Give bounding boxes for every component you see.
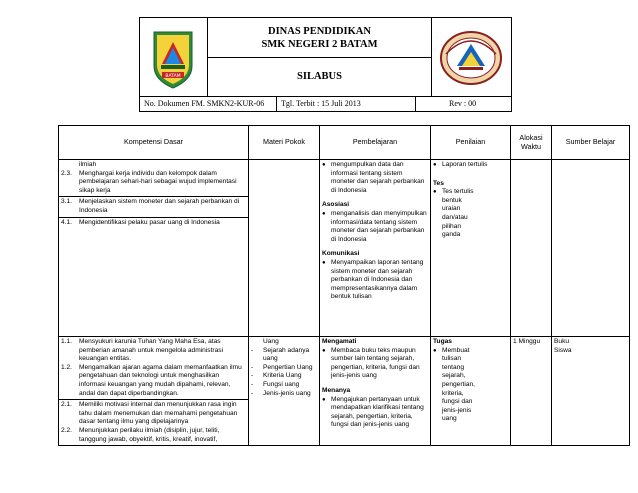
assessment-list xyxy=(433,347,479,424)
section-title: Tugas xyxy=(433,338,452,345)
kd-text: Mengamalkan ajaran agama dalam memanfaatkan ilmu pengetahuan dan teknologi untuk menghasilkan informasi keuangan yang mudah dipahami, relevan, andal dan dapat diperbandingkan. xyxy=(79,363,242,397)
section-title: Menanya xyxy=(322,386,351,394)
issue-date: Tgl. Terbit : 15 Juli 2013 xyxy=(277,97,416,111)
list-item: - Sejarah adanya uang xyxy=(251,346,310,363)
kd-block xyxy=(59,400,248,445)
header-line2: SMK NEGERI 2 BATAM xyxy=(261,39,378,50)
section-title: Mengamati xyxy=(322,338,357,345)
list-item: ● Tes tertulis bentuk uraian dan/atau pilihan ganda xyxy=(433,188,475,240)
kd-line xyxy=(61,427,246,444)
activity-list xyxy=(322,161,428,195)
list-item: ● Membaca buku teks maupun sumber lain tentang sejarah, pengertian, kriteria, fungsi dan jenis-jenis uang xyxy=(322,347,428,381)
col-alokasi-waktu: Alokasi Waktu xyxy=(511,126,552,160)
table-row xyxy=(59,160,630,337)
col-penilaian: Penilaian xyxy=(431,126,511,160)
materi-title: Uang xyxy=(263,338,279,345)
batam-crest-icon xyxy=(140,18,206,96)
kd-text: Mengidentifikasi pelaku pasar uang di Indonesia xyxy=(79,218,220,226)
materi-list xyxy=(251,347,317,399)
kd-number: 1.2. xyxy=(61,363,72,371)
activity-list xyxy=(322,210,428,244)
kd-cell xyxy=(59,337,249,446)
pembelajaran-cell xyxy=(320,337,431,446)
kd-line xyxy=(61,338,246,364)
document-meta-row xyxy=(139,96,512,112)
kd-text: Memiliki motivasi internal dan menunjukkan rasa ingin tahu dalam menemukan dan memahami pengetahuan dasar tentang ilmu yang dipelajarinya xyxy=(79,401,238,426)
kd-block xyxy=(59,218,248,229)
header-line1: DINAS PENDIDIKAN xyxy=(268,26,371,37)
kd-number: 2.3. xyxy=(61,169,72,177)
penilaian-cell xyxy=(431,160,511,337)
list-item: - Kriteria Uang xyxy=(251,372,302,380)
kd-number: 3.1. xyxy=(61,198,72,206)
kd-text: Mensyukuri karunia Tuhan Yang Maha Esa, atas pemberian amanah untuk mengelola administrasi keuangan entitas. xyxy=(79,338,224,363)
table-row xyxy=(59,337,630,446)
kd-line xyxy=(61,198,246,215)
school-emblem-icon xyxy=(432,18,510,96)
doc-number: No. Dokumen FM. SMKN2-KUR-06 xyxy=(140,97,277,111)
col-sumber-belajar: Sumber Belajar xyxy=(552,126,630,160)
sumber-cell xyxy=(552,160,630,337)
kd-cell xyxy=(59,160,249,337)
list-item: - Fungsi uang xyxy=(251,380,300,388)
kd-text: Menunjukkan perilaku ilmiah (disiplin, jujur, teliti, tanggung jawab, obyektif, kritis, kreatif, inovatif, xyxy=(79,426,220,443)
assessment-list xyxy=(433,161,508,170)
section-title: Tes xyxy=(433,179,444,187)
kd-line xyxy=(61,170,246,196)
list-item: ● menganalisis dan menyimpulkan informasi/data tentang sistem moneter dan sejarah perbankan di Indonesia xyxy=(322,210,428,244)
section-title: Asosiasi xyxy=(322,201,350,209)
list-item: - Jenis-jenis uang xyxy=(251,389,311,397)
alokasi-cell: 1 Minggu xyxy=(511,337,552,446)
document-title: SILABUS xyxy=(297,71,342,82)
kd-text: ilmiah xyxy=(79,161,97,168)
assessment-list xyxy=(433,188,475,240)
sumber-cell xyxy=(552,337,630,446)
alokasi-cell xyxy=(511,160,552,337)
kd-text: Menjelaskan sistem moneter dan sejarah perbankan di Indonesia xyxy=(79,198,240,214)
list-item: ● Menyampaikan laporan tentang sistem moneter dan sejarah perbankan di Indonesia dan mempresentasikannya dalam bentuk tulisan xyxy=(322,259,428,302)
kd-number: 1.1. xyxy=(61,338,72,345)
pembelajaran-cell xyxy=(320,160,431,337)
activity-list xyxy=(322,259,428,302)
list-item: - Pengertian Uang xyxy=(251,363,313,371)
kd-line xyxy=(61,401,246,427)
list-item: ● Membuat tulisan tentang sejarah, pengertian, kriteria, fungsi dan jenis-jenis uang xyxy=(433,347,479,424)
activity-list xyxy=(322,347,428,381)
materi-cell xyxy=(249,337,320,446)
materi-cell xyxy=(249,160,320,337)
kd-line xyxy=(61,219,246,228)
penilaian-cell xyxy=(431,337,511,446)
col-materi-pokok: Materi Pokok xyxy=(249,126,320,160)
kd-line xyxy=(61,364,246,398)
kd-number: 4.1. xyxy=(61,218,72,226)
table-header-row xyxy=(59,126,630,160)
col-pembelajaran: Pembelajaran xyxy=(320,126,431,160)
kd-block xyxy=(59,197,248,217)
revision: Rev : 00 xyxy=(449,99,477,108)
activity-list xyxy=(322,396,428,430)
sumber-text: Buku Siswa xyxy=(554,338,572,354)
syllabus-table xyxy=(58,125,630,446)
list-item: ● mengumpulkan data dan informasi tentang sistem moneter dan sejarah perbankan di Indonesia xyxy=(322,161,428,195)
list-item: ● Laporan tertulis xyxy=(433,161,508,170)
kd-block xyxy=(59,160,248,197)
kd-text: Menghargai kerja individu dan kelompok dalam pembelajaran sehari-hari sebagai wujud implementasi sikap kerja xyxy=(79,169,237,194)
col-kompetensi-dasar: Kompetensi Dasar xyxy=(59,126,249,160)
kd-block xyxy=(59,337,248,400)
list-item: ● Mengajukan pertanyaan untuk mendapatkan klarifikasi tentang sejarah, pengertian, kriteria, fungsi dan jenis-jenis uang xyxy=(322,396,428,430)
kd-number: 2.1. xyxy=(61,401,72,409)
logo-lettering: BATAM xyxy=(165,74,181,79)
header-title-block xyxy=(208,18,431,58)
section-title: Komunikasi xyxy=(322,250,360,258)
kd-number: 2.2. xyxy=(61,426,72,434)
